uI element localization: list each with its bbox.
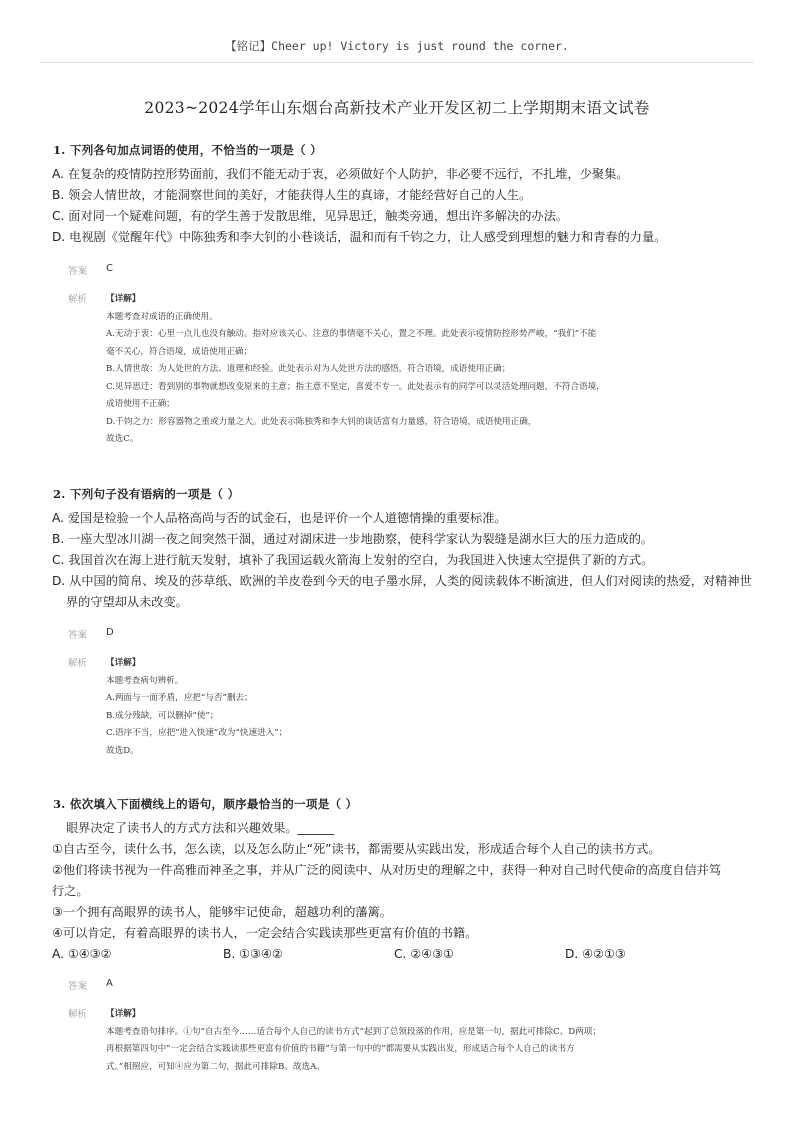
explanation-2 — [106, 655, 728, 760]
question-1-option-a: A. 在复杂的疫情防控形势面前，我们不能无动于衷，必须做好个人防护，非必要不远行，不扎堆，少聚集。 — [52, 167, 629, 181]
answer-block-1 — [68, 263, 728, 449]
question-1-stem: 1. 下列各句加点词语的使用，不恰当的一项是（ ） — [53, 143, 323, 157]
question-3-sentence-4: ④可以肯定，有着高眼界的读书人，一定会结合实践读那些更富有价值的书籍。 — [52, 926, 478, 940]
analysis-label: 解析 — [68, 658, 88, 669]
explanation-line: D.千钧之力：形容器物之重或力量之大。此处表示陈独秀和李大钊的谈话富有力量感，符合语境，成语使用正确， — [106, 416, 537, 427]
analysis-label: 解析 — [68, 294, 88, 305]
explanation-line: 再根据第四句中“一定会结合实践读那些更富有价值的书籍”与第一句中的“都需要从实践出发，形成适合每个人自己的读书方 — [106, 1044, 575, 1054]
explanation-line: 毫不关心，符合语境，成语使用正确； — [106, 346, 253, 357]
question-1 — [52, 142, 752, 248]
question-3-options — [52, 944, 752, 965]
explanation-line: 故选D。 — [106, 745, 139, 756]
explanation-line: 【详解】 — [106, 294, 141, 304]
question-1-option-d: D. 电视剧《觉醒年代》中陈独秀和李大钊的小巷谈话，温和而有千钧之力，让人感受到理想的魅力和青春的力量。 — [52, 230, 667, 244]
header-divider — [40, 62, 754, 63]
explanation-line: C.见异思迁：看到别的事物就想改变原来的主意；指主意不坚定，喜爱不专一。此处表示有的同学可以灵活处理问题，不符合语境， — [106, 381, 605, 392]
question-3-option-c: C. ②④③① — [394, 947, 454, 961]
answer-block-2 — [68, 627, 728, 760]
question-2-option-b: B. 一座大型冰川湖一夜之间突然干涸，通过对湖床进一步地勘察，使科学家认为裂缝是湖水巨大的压力造成的。 — [52, 532, 654, 546]
question-2 — [52, 486, 752, 613]
explanation-line: 本题考查语句排序。①句“自古至今……适合每个人自己的读书方式”起到了总领段落的作用，应是第一句，据此可排除C、D两项； — [106, 1026, 601, 1037]
answer-value-2: D — [106, 627, 114, 638]
question-2-option-d: D. 从中国的简帛、埃及的莎草纸、欧洲的羊皮卷到今天的电子墨水屏，人类的阅读载体不断演进，但人们对阅读的热爱，对精神世界的守望却从未改变。 — [52, 574, 752, 609]
question-3-sentence-3: ③一个拥有高眼界的读书人，能够牢记使命，超越功利的藩篱。 — [52, 905, 392, 919]
answer-label: 答案 — [68, 981, 88, 992]
explanation-line: B.成分残缺，可以删掉“使”； — [106, 710, 219, 721]
analysis-label: 解析 — [68, 1009, 88, 1020]
question-2-option-a: A. 爱国是检验一个人品格高尚与否的试金石，也是评价一个人道德情操的重要标准。 — [52, 511, 507, 525]
question-3-option-a: A. ①④③② — [52, 947, 112, 961]
question-3-lead: 眼界决定了读书人的方式方法和兴趣效果。______ — [66, 821, 335, 835]
answer-value-3: A — [106, 978, 113, 989]
answer-block-3 — [68, 978, 728, 1076]
answer-value-1: C — [106, 263, 113, 274]
answer-label: 答案 — [68, 266, 88, 277]
explanation-line: 【详解】 — [106, 658, 141, 668]
explanation-3 — [106, 1006, 728, 1076]
explanation-line: B.人情世故：为人处世的方法、道理和经验。此处表示对为人处世方法的感悟，符合语境，成语使用正确； — [106, 364, 511, 374]
question-2-option-c: C. 我国首次在海上进行航天发射，填补了我国运载火箭海上发射的空白，为我国进入快速太空提供了新的方式。 — [52, 553, 654, 567]
question-3-sentence-1: ①自古至今，读什么书，怎么读，以及怎么防止“死”读书，都需要从实践出发，形成适合每个人自己的读书方式。 — [52, 842, 661, 856]
question-3-option-b: B. ①③④② — [223, 947, 283, 961]
explanation-line: A.无动于衷：心里一点儿也没有触动。指对应该关心、注意的事情毫不关心，置之不理。此处表示疫情防控形势严峻，“我们”不能 — [106, 329, 597, 339]
explanation-line: 【详解】 — [106, 1009, 141, 1019]
answer-label: 答案 — [68, 630, 88, 641]
exam-title: 2023~2024学年山东烟台高新技术产业开发区初二上学期期末语文试卷 — [144, 99, 650, 117]
explanation-line: A.两面与一面矛盾，应把“与否”删去； — [106, 693, 253, 703]
explanation-1 — [106, 291, 728, 449]
question-3 — [52, 796, 752, 965]
explanation-line: 本题考查病句辨析。 — [106, 675, 184, 686]
motto-header: 【铭记】Cheer up! Victory is just round the corner. — [225, 39, 569, 53]
explanation-line: 故选C。 — [106, 434, 139, 444]
question-2-stem: 2. 下列句子没有语病的一项是（ ） — [53, 487, 240, 501]
explanation-line: 式。”相照应，可知④应为第二句，据此可排除B。故选A。 — [106, 1061, 325, 1072]
question-3-option-d: D. ④②①③ — [565, 947, 626, 961]
question-3-sentence-2: ②他们将读书视为一件高雅而神圣之事，并从广泛的阅读中、从对历史的理解之中，获得一种对自己时代使命的高度自信并笃行之。 — [52, 863, 722, 898]
question-1-option-c: C. 面对同一个疑难问题，有的学生善于发散思维，见异思迁，触类旁通，想出许多解决的办法。 — [52, 209, 568, 223]
question-3-stem: 3. 依次填入下面横线上的语句，顺序最恰当的一项是（ ） — [53, 797, 358, 811]
explanation-line: 成语使用不正确； — [106, 399, 175, 409]
question-1-option-b: B. 领会人情世故，才能洞察世间的美好，才能获得人生的真谛，才能经营好自己的人生。 — [52, 188, 532, 202]
explanation-line: 本题考查对成语的正确使用。 — [106, 311, 218, 322]
explanation-line: C.语序不当，应把“进入快速”改为“快速进入”； — [106, 728, 288, 738]
